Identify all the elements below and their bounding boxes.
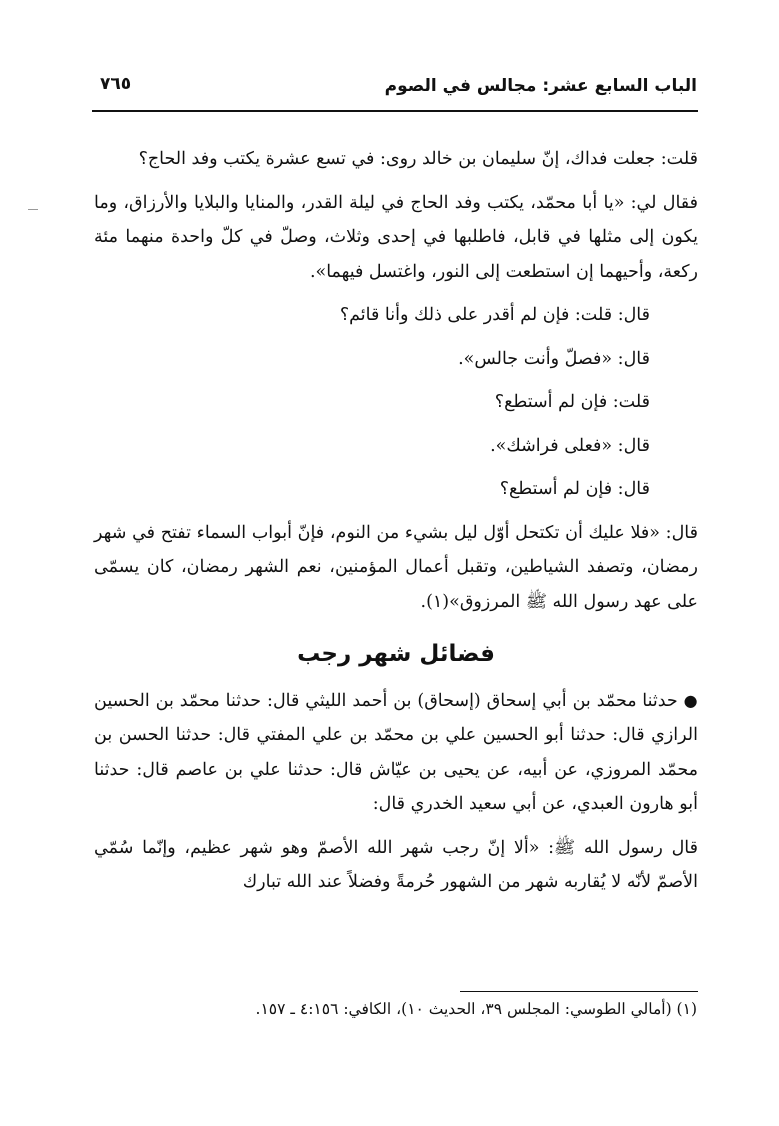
bullet-icon: ● <box>683 690 698 710</box>
paragraph-9-text: حدثنا محمّد بن أبي إسحاق (إسحاق) بن أحمد الليثي قال: حدثنا محمّد بن الحسين الرازي قال: حدثنا أبو الحسين علي بن محمّد بن علي المفتي قال: حدثنا الحسن بن محمّد المروزي، عن أبيه، عن يحيى بن عيّاش قال: حدثنا علي بن عاصم قال: حدثنا أبو هارون العبدي، عن أبي سعيد الخدري قال: <box>94 690 698 814</box>
chapter-header-title: الباب السابع عشر: مجالس في الصوم <box>384 76 697 96</box>
paragraph-9 <box>94 684 698 822</box>
paragraph-3: قال: قلت: فإن لم أقدر على ذلك وأنا قائم؟ <box>339 305 650 325</box>
paragraph-1: قلت: جعلت فداك، إنّ سليمان بن خالد روى: في تسع عشرة يكتب وفد الحاج؟ <box>138 149 698 169</box>
page-number: ٧٦٥ <box>100 74 132 94</box>
paragraph-6: قال: «فعلى فراشك». <box>490 435 650 456</box>
paragraph-7: قال: فإن لم أستطع؟ <box>499 479 650 499</box>
header-divider <box>92 110 698 112</box>
page-body <box>94 142 698 900</box>
paragraph-10: قال رسول الله ﷺ: «ألا إنّ رجب شهر الله الأصمّ وهو شهر عظيم، وإنّما سُمّي الأصمّ لأنّه لا يُقاربه شهر من الشهور حُرمةً وفضلاً عند الله تبارك <box>94 837 698 892</box>
section-title: فضائل شهر رجب <box>297 641 495 667</box>
footnote-divider <box>460 991 698 992</box>
margin-mark <box>28 209 38 210</box>
paragraph-5: قلت: فإن لم أستطع؟ <box>494 392 650 412</box>
paragraph-4: قال: «فصلّ وأنت جالس». <box>458 348 650 369</box>
paragraph-8: قال: «فلا عليك أن تكتحل أوّل ليل بشيء من النوم، فإنّ أبواب السماء تفتح في شهر رمضان، وتصفد الشياطين، وتقبل أعمال المؤمنين، نعم الشهر رمضان، كان يسمّى على عهد رسول الله ﷺ المرزوق»(١). <box>94 522 698 612</box>
paragraph-2: فقال لي: «يا أبا محمّد، يكتب وفد الحاج في ليلة القدر، والمنايا والبلايا والأرزاق، وما يكون إلى مثلها في قابل، فاطلبها في إحدى وثلاث، وصلّ في كلّ واحدة منهما مئة ركعة، وأحيهما إن استطعت إلى النور، واغتسل فيهما». <box>94 192 698 282</box>
footnote: (١) (أمالي الطوسي: المجلس ٣٩، الحديث ١٠)، الكافي: ٤:١٥٦ ـ ١٥٧. <box>255 1000 697 1018</box>
